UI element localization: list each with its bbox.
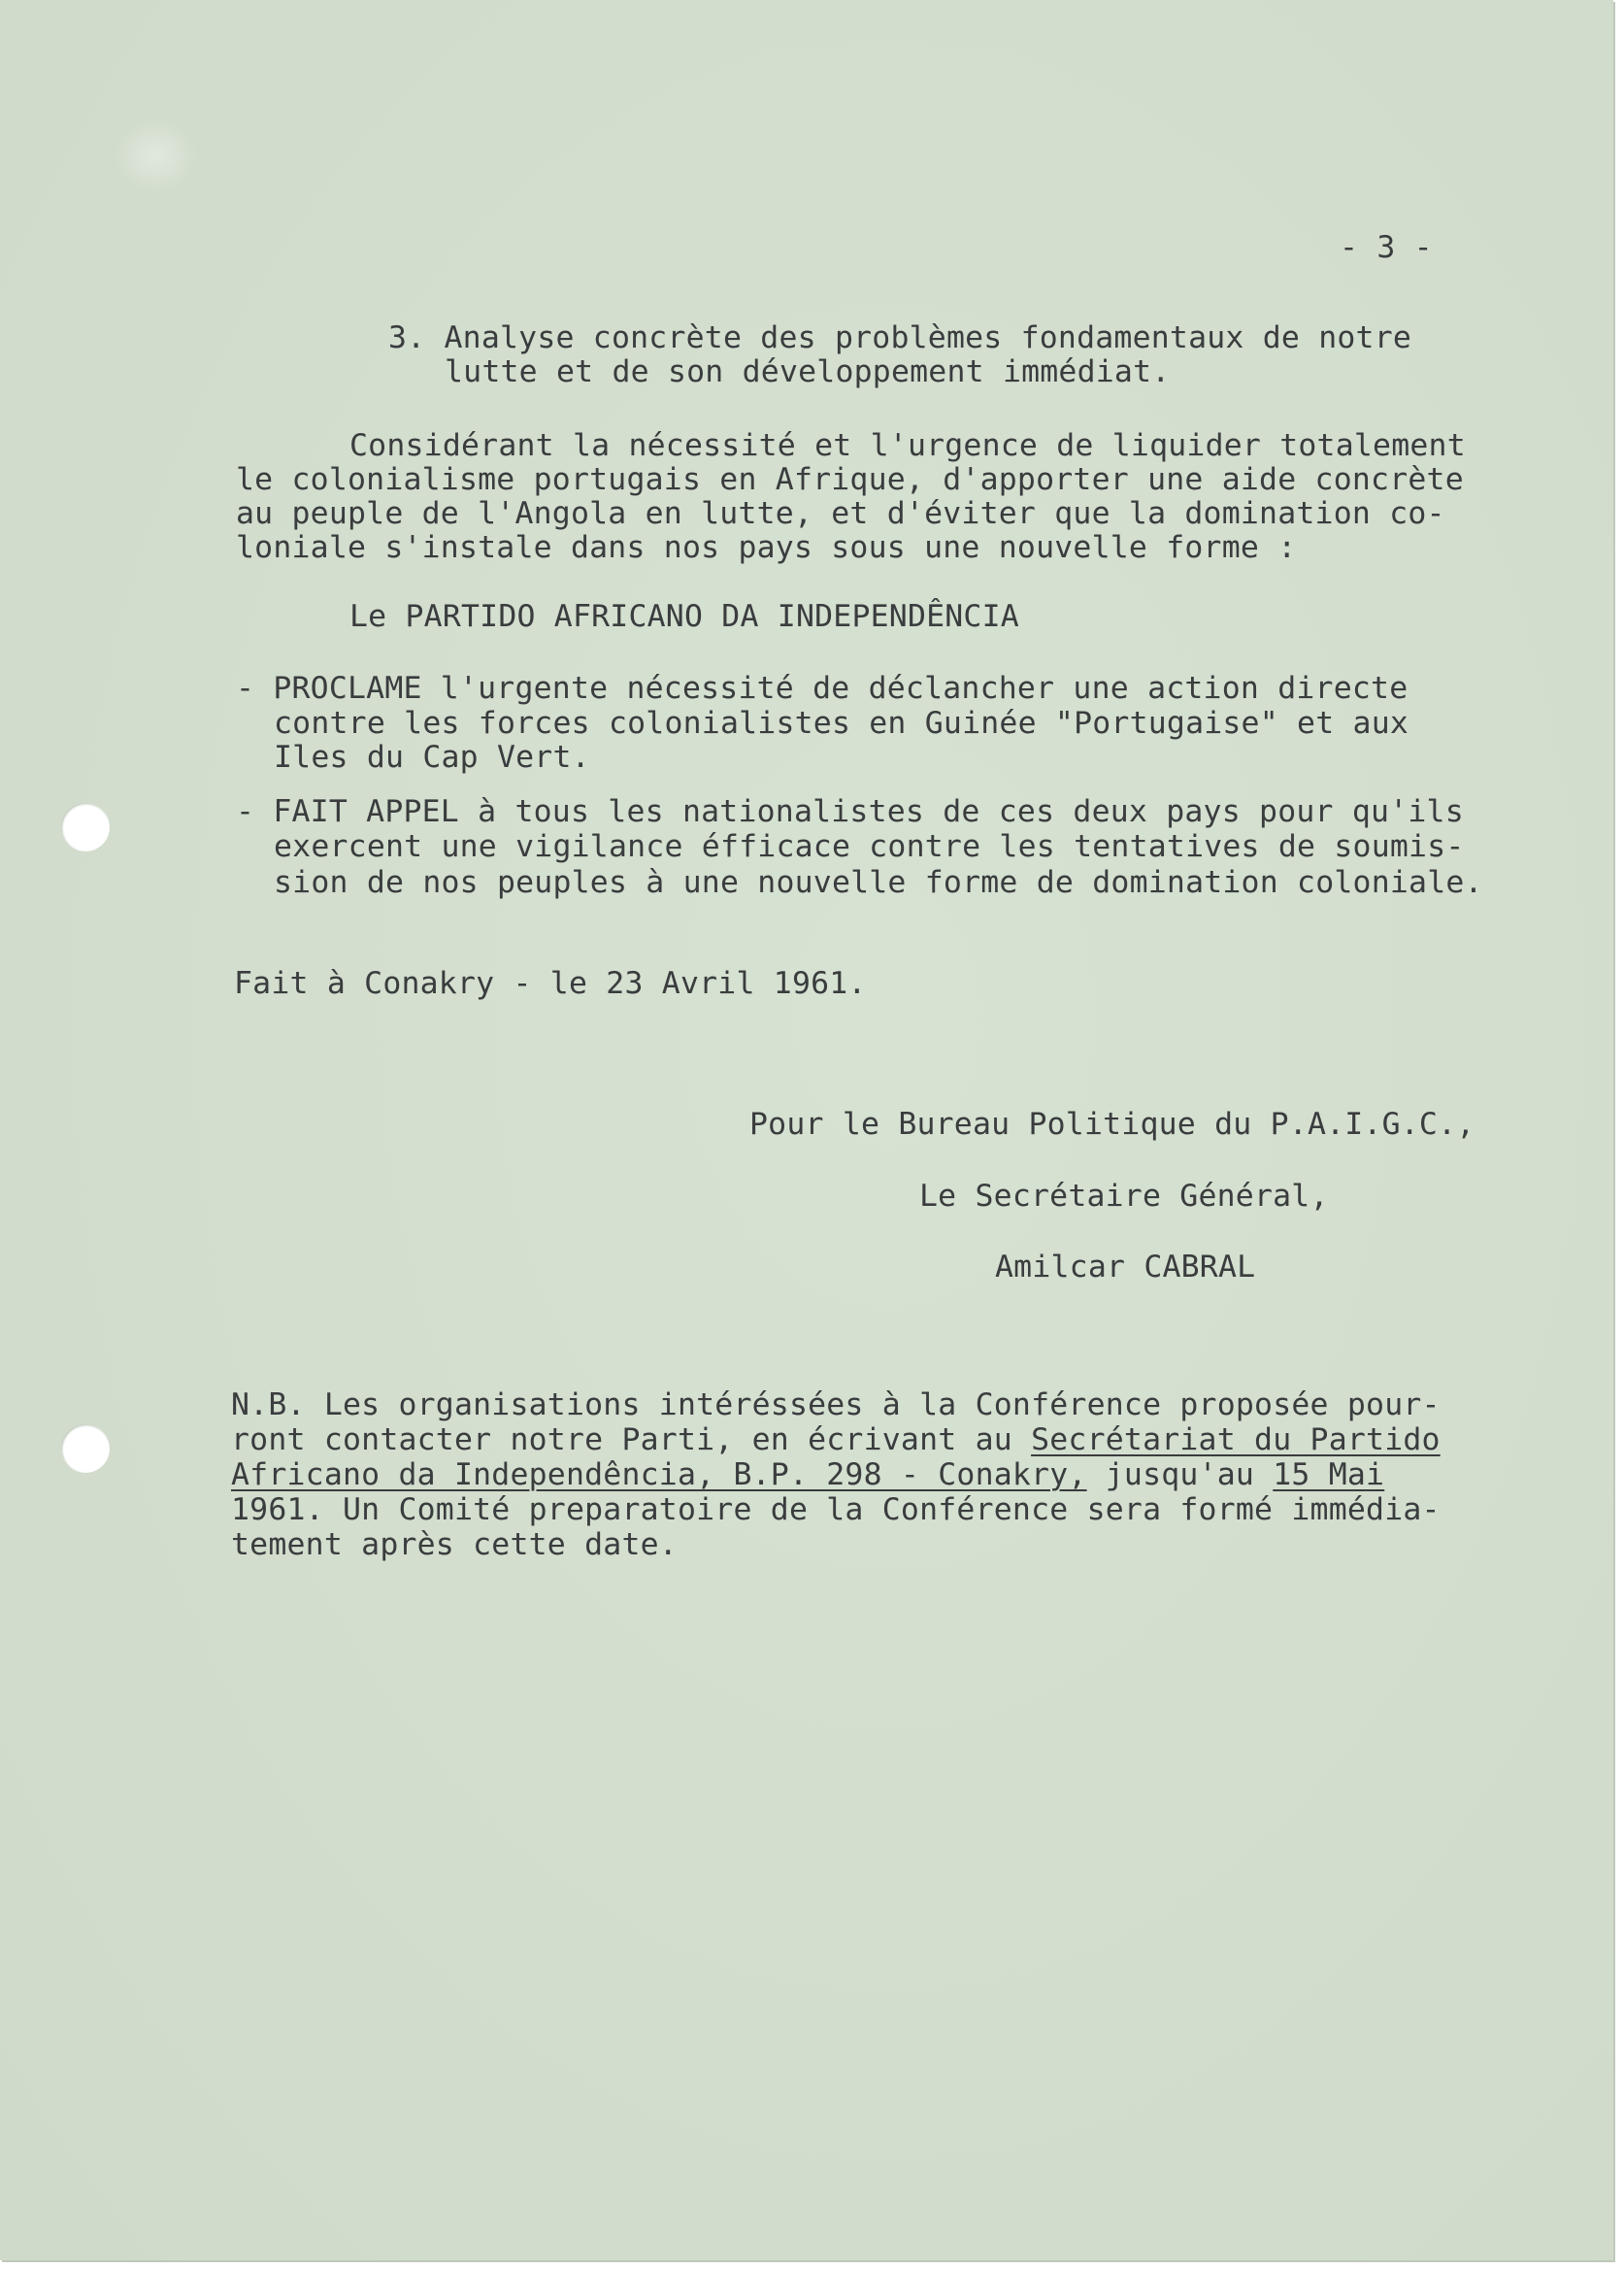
preamble-line-3: au peuple de l'Angola en lutte, et d'éviter que la domination co- [236, 496, 1445, 531]
nb-address-underlined-part-1: Secrétariat du Partido [1031, 1422, 1441, 1457]
punch-hole-top [61, 803, 110, 851]
resolution-1-line-2: contre les forces colonialistes en Guinée "Portugaise" et aux [274, 706, 1409, 741]
nb-deadline-date: 15 Mai [1273, 1457, 1385, 1492]
signature-line-1: Pour le Bureau Politique du P.A.I.G.C., [749, 1107, 1475, 1142]
nb-line-5: tement après cette date. [231, 1527, 678, 1562]
preamble-line-2: le colonialisme portugais en Afrique, d'apporter une aide concrète [236, 462, 1464, 497]
signatory-name: Amilcar CABRAL [995, 1250, 1256, 1285]
resolution-2-line-1: - FAIT APPEL à tous les nationalistes de ces deux pays pour qu'ils [236, 794, 1464, 829]
nb-line-1: N.B. Les organisations intéréssées à la Conférence proposée pour- [231, 1387, 1441, 1422]
punch-hole-bottom [61, 1424, 110, 1473]
nb-address-underlined-part-2: Africano da Independência, B.P. 298 - Conakry, [231, 1457, 1087, 1492]
party-name-line: Le PARTIDO AFRICANO DA INDEPENDÊNCIA [349, 599, 1019, 634]
preamble-line-1: Considérant la nécessité et l'urgence de liquider totalement [349, 428, 1466, 463]
nb-line-3-text: jusqu'au [1086, 1457, 1274, 1492]
section-heading-line-1: 3. Analyse concrète des problèmes fondamentaux de notre [388, 320, 1412, 355]
resolution-2-line-2: exercent une vigilance éfficace contre les tentatives de soumis- [274, 829, 1465, 864]
nb-line-3 [231, 1457, 1384, 1492]
resolution-1-line-3: Iles du Cap Vert. [274, 740, 590, 775]
paper-crease [112, 117, 199, 194]
resolution-1-line-1: - PROCLAME l'urgente nécessité de déclancher une action directe [236, 671, 1409, 706]
signature-line-2: Le Secrétaire Général, [919, 1179, 1329, 1214]
place-and-date: Fait à Conakry - le 23 Avril 1961. [234, 966, 867, 1001]
nb-line-2 [231, 1422, 1441, 1457]
nb-line-2-text: ront contacter notre Parti, en écrivant au [231, 1422, 1032, 1457]
section-heading-line-2: lutte et de son développement immédiat. [445, 354, 1171, 389]
resolution-2-line-3: sion de nos peuples à une nouvelle forme de domination coloniale. [274, 865, 1483, 900]
preamble-line-4: loniale s'instale dans nos pays sous une nouvelle forme : [236, 530, 1297, 565]
page-number: - 3 - [1340, 230, 1433, 265]
nb-line-4: 1961. Un Comité preparatoire de la Conférence sera formé immédia- [231, 1492, 1441, 1527]
